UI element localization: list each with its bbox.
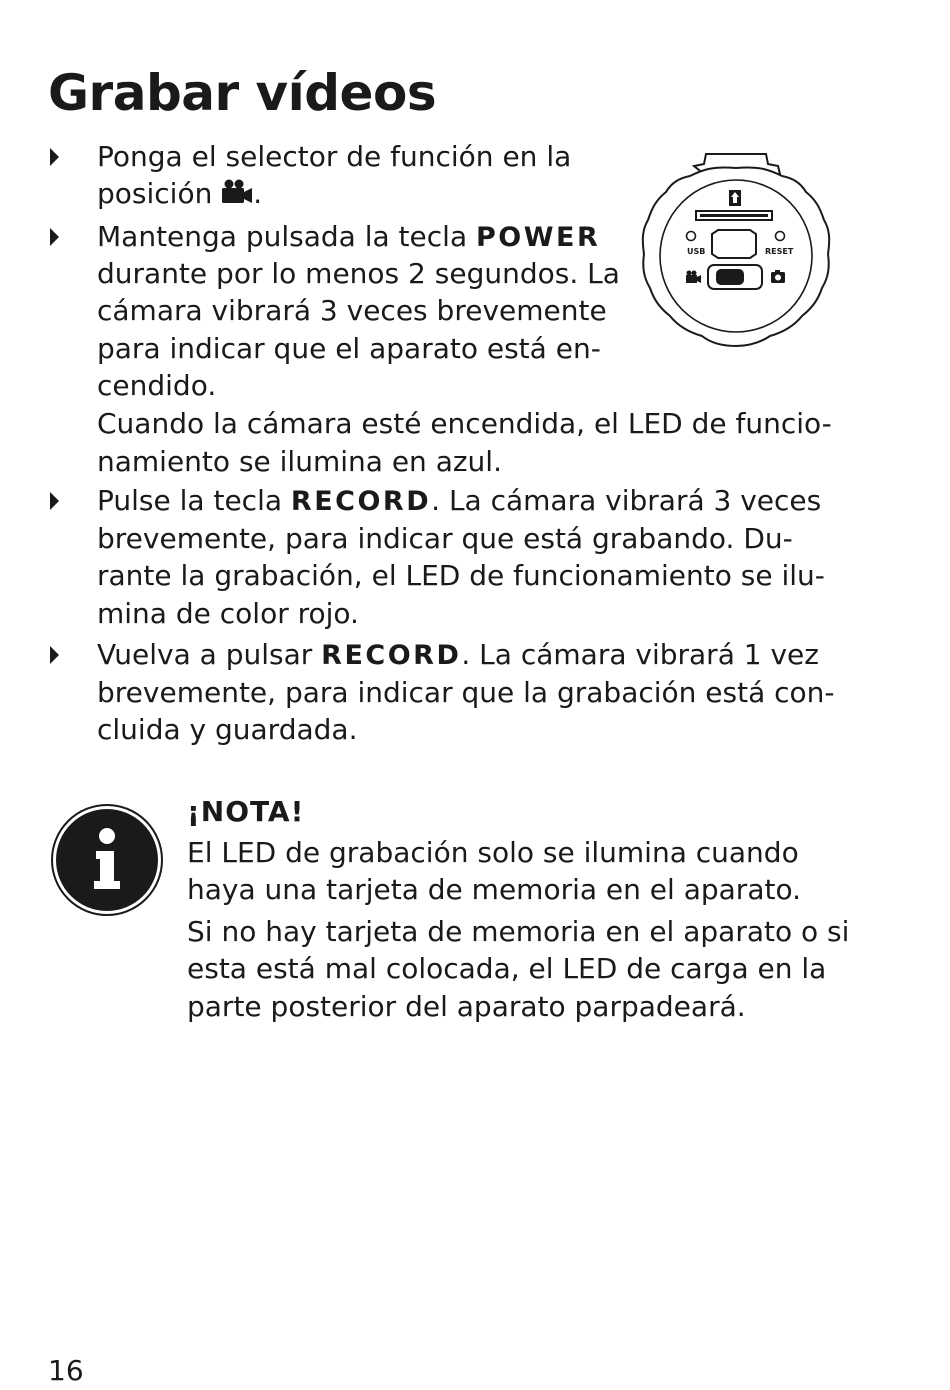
step-4-line-1 — [97, 636, 819, 675]
step-3-line-4: mina de color rojo. — [97, 597, 359, 630]
note-line-2: haya una tarjeta de memoria en el aparato. — [187, 873, 801, 906]
step-2-line-3: cámara vibrará 3 veces brevemente — [97, 294, 607, 327]
step-3-line-2: brevemente, para indicar que está grabando. Du- — [97, 522, 793, 555]
step-2-line-7: namiento se ilumina en azul. — [97, 445, 502, 478]
step-3-line-3: rante la grabación, el LED de funcionamiento se ilu- — [97, 559, 825, 592]
camera-back-illustration — [640, 150, 832, 354]
step-4-pre: Vuelva a pulsar — [97, 638, 322, 671]
step-4-line-2: brevemente, para indicar que la grabación está con- — [97, 676, 835, 709]
step-1-line-2 — [97, 175, 262, 213]
note-line-3: Si no hay tarjeta de memoria en el aparato o si — [187, 915, 850, 948]
step-2-line-1 — [97, 218, 600, 257]
video-camera-icon — [221, 179, 253, 205]
info-icon — [50, 803, 164, 917]
step-2-pre: Mantenga pulsada la tecla — [97, 220, 476, 253]
step-1-line-1: Ponga el selector de función en la — [97, 140, 572, 173]
record-key-label: RECORD — [321, 640, 462, 671]
reset-label: RESET — [765, 247, 794, 256]
step-4-post: . La cámara vibrará 1 vez — [461, 638, 819, 671]
bullet-arrow-icon — [50, 148, 59, 166]
page-title: Grabar vídeos — [48, 64, 437, 122]
bullet-arrow-icon — [50, 492, 59, 510]
step-3-pre: Pulse la tecla — [97, 484, 291, 517]
usb-label: USB — [687, 247, 706, 256]
step-2-line-2: durante por lo menos 2 segundos. La — [97, 257, 620, 290]
note-line-5: parte posterior del aparato parpadeará. — [187, 990, 746, 1023]
note-line-4: esta está mal colocada, el LED de carga en la — [187, 952, 827, 985]
page-number: 16 — [48, 1354, 84, 1387]
step-2-line-4: para indicar que el aparato está en- — [97, 332, 601, 365]
bullet-arrow-icon — [50, 646, 59, 664]
power-key-label: POWER — [476, 222, 601, 253]
step-3-post: . La cámara vibrará 3 veces — [431, 484, 822, 517]
step-1-prefix: posición — [97, 177, 222, 210]
note-heading: ¡NOTA! — [187, 795, 305, 828]
step-1-suffix: . — [253, 177, 263, 210]
note-line-1: El LED de grabación solo se ilumina cuando — [187, 836, 799, 869]
step-2-line-5: cendido. — [97, 369, 217, 402]
step-4-line-3: cluida y guardada. — [97, 713, 358, 746]
bullet-arrow-icon — [50, 228, 59, 246]
memory-card-up-icon — [729, 190, 741, 206]
step-3-line-1 — [97, 482, 821, 521]
step-2-line-6: Cuando la cámara esté encendida, el LED de funcio- — [97, 407, 832, 440]
record-key-label: RECORD — [290, 486, 432, 517]
